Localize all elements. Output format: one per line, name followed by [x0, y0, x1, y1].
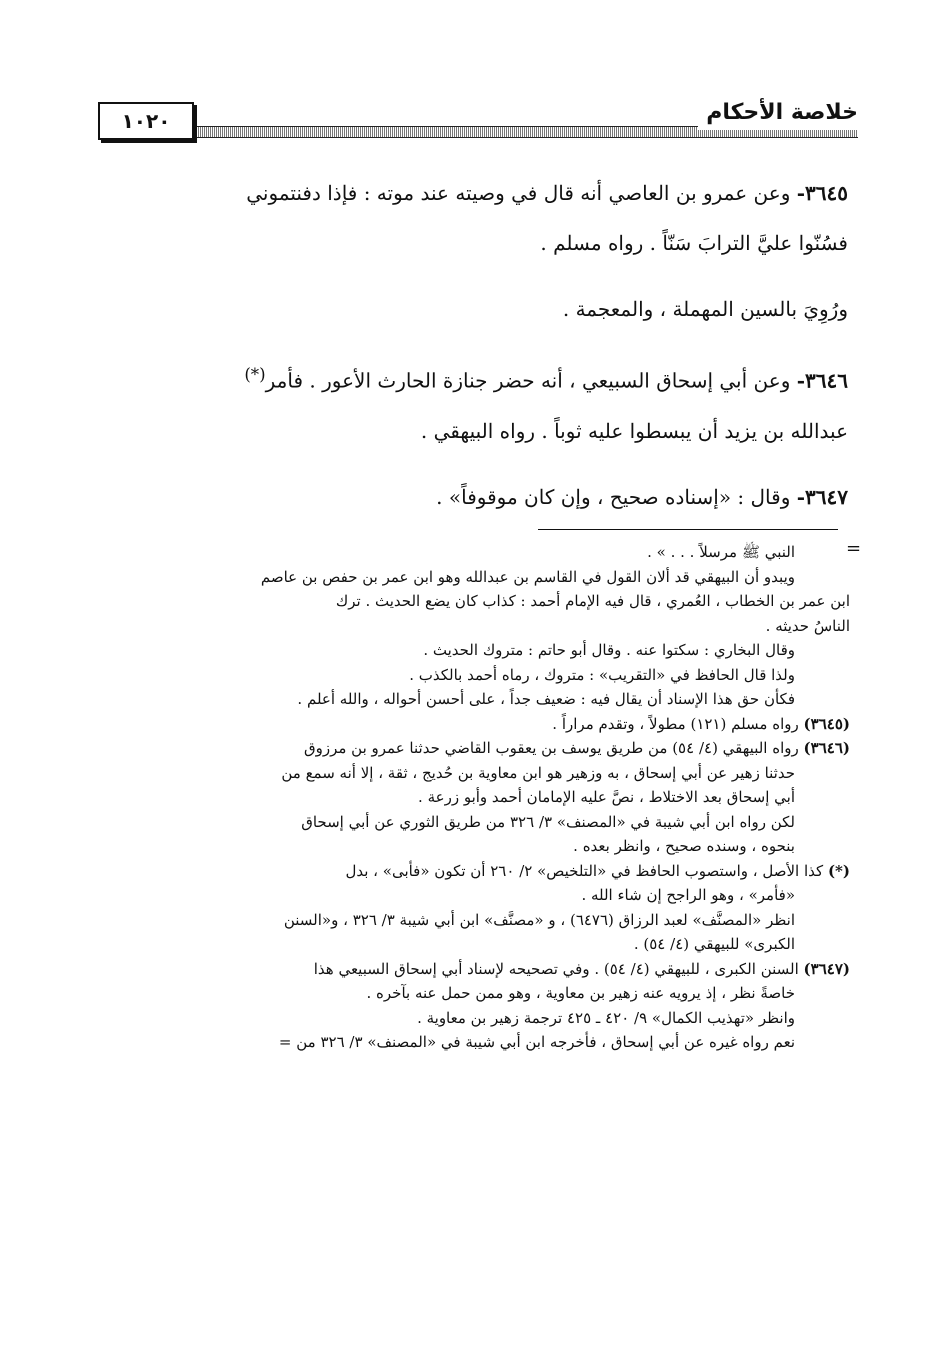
footnote-label: (٣٦٤٧)	[803, 959, 850, 978]
footnote-line: لكن رواه ابن أبي شيبة في «المصنف» ٣/ ٣٢٦ من طريق الثوري عن أبي إسحاق	[301, 812, 795, 831]
footnote-line: ابن عمر بن الخطاب ، العُمري ، قال فيه الإمام أحمد : كذاب كان يضع الحديث . ترك	[335, 592, 850, 610]
entry-line: ورُوِيَ بالسين المهملة ، والمعجمة .	[562, 297, 848, 321]
footnote-line: النبي ﷺ مرسلاً . . . » .	[647, 543, 795, 561]
entry-3645	[88, 168, 848, 268]
footnote-label: (٣٦٤٥)	[803, 714, 850, 733]
entry-line	[88, 168, 848, 218]
footnote-line: أبي إسحاق بعد الاختلاط ، نصَّ عليه الإمامان أحمد وأبو زرعة .	[418, 788, 795, 806]
entry-text: وعن أبي إسحاق السبيعي ، أنه حضر جنازة الحارث الأعور . فأمر	[265, 368, 791, 393]
footnote-line: بنحوه ، وسنده صحيح ، وانظر بعده .	[573, 837, 795, 855]
continuation-mark: =	[846, 538, 862, 559]
header-title: خلاصة الأحكام	[698, 96, 858, 130]
footnote-line: ولذا قال الحافظ في «التقريب» : متروك ، رماه أحمد بالكذب .	[409, 665, 795, 684]
footnote-line: نعم رواه غيره عن أبي إسحاق ، فأخرجه ابن أبي شيبة في «المصنف» ٣/ ٣٢٦ من =	[278, 1033, 795, 1051]
main-text	[88, 168, 848, 538]
footnotes	[98, 540, 850, 1055]
footnote-text: رواه البيهقي (٤/ ٥٤) من طريق يوسف بن يعقوب القاضي حدثنا عمرو بن مرزوق	[303, 739, 799, 757]
entry-3647	[88, 472, 848, 522]
footnote-3645	[98, 712, 850, 737]
footnote-line: انظر «المصنَّف» لعبد الرزاق (٦٤٧٦) ، و «مصنَّف» ابن أبي شيبة ٣/ ٣٢٦ ، و«السنن	[283, 910, 795, 929]
footnote-text: رواه مسلم (١٢١) مطولاً ، وتقدم مراراً .	[552, 714, 799, 733]
entry-line	[88, 472, 848, 522]
entry-number: ٣٦٤٦-	[796, 368, 848, 393]
footnote-line: حدثنا زهير عن أبي إسحاق ، به وزهير هو ابن معاوية بن حُديج ، ثقة ، إلا أنه سمع من	[281, 763, 795, 782]
footnote-line: وقال البخاري : سكتوا عنه . وقال أبو حاتم : متروك الحديث .	[423, 641, 795, 659]
entry-line: فسُنّوا عليَّ الترابَ سَنّاً . رواه مسلم .	[540, 231, 848, 255]
footnote-3646	[98, 736, 850, 761]
footnote-3647	[98, 957, 850, 982]
footnote-line: الناسُ حديثه .	[765, 616, 850, 635]
entry-number: ٣٦٤٧-	[796, 484, 848, 509]
entry-3646	[88, 350, 848, 456]
footnote-label: (٣٦٤٦)	[803, 739, 850, 757]
footnote-label: (*)	[827, 861, 850, 880]
running-header	[98, 96, 858, 148]
entry-line	[88, 350, 848, 406]
page-number: ١٠٢٠	[98, 102, 194, 140]
footnote-line: الكبرى» للبيهقي (٤/ ٥٤) .	[633, 935, 795, 953]
footnote-line: خاصةً نظر ، إذ يرويه عنه زهير بن معاوية ، وهو ممن حمل عنه بآخره .	[366, 984, 795, 1002]
entry-text: وعن عمرو بن العاصي أنه قال في وصيته عند موته : فإذا دفنتموني	[246, 181, 791, 205]
footnote-line: «فأمر» ، وهو الراجح إن شاء الله .	[581, 886, 795, 904]
entry-text: وقال : «إسناده صحيح ، وإن كان موقوفاً» .	[436, 484, 791, 509]
footnote-marker: (*)	[244, 365, 266, 384]
footnote-text: السنن الكبرى ، للبيهقي (٤/ ٥٤) . وفي تصحيحه لإسناد أبي إسحاق السبيعي هذا	[313, 959, 799, 978]
footnote-text: كذا الأصل ، واستصوب الحافظ في «التلخيص» ٢/ ٢٦٠ أن تكون «فأبى» ، بدل	[345, 861, 824, 880]
footnote-line: ويبدو أن البيهقي قد ألان القول في القاسم بن عبدالله وهو ابن عمر بن حفص بن عاصم	[260, 567, 795, 586]
entry-note	[88, 284, 848, 334]
footnote-separator	[538, 529, 838, 530]
entry-number: ٣٦٤٥-	[796, 181, 848, 205]
footnote-star	[98, 859, 850, 884]
entry-line: عبدالله بن يزيد أن يبسطوا عليه ثوباً . رواه البيهقي .	[420, 418, 848, 443]
footnote-line: فكأن حق هذا الإسناد أن يقال فيه : ضعيف جداً ، على أحسن أحواله ، والله أعلم .	[297, 690, 795, 708]
footnote-line: وانظر «تهذيب الكمال» ٩/ ٤٢٠ ـ ٤٢٥ ترجمة زهير بن معاوية .	[417, 1008, 795, 1027]
